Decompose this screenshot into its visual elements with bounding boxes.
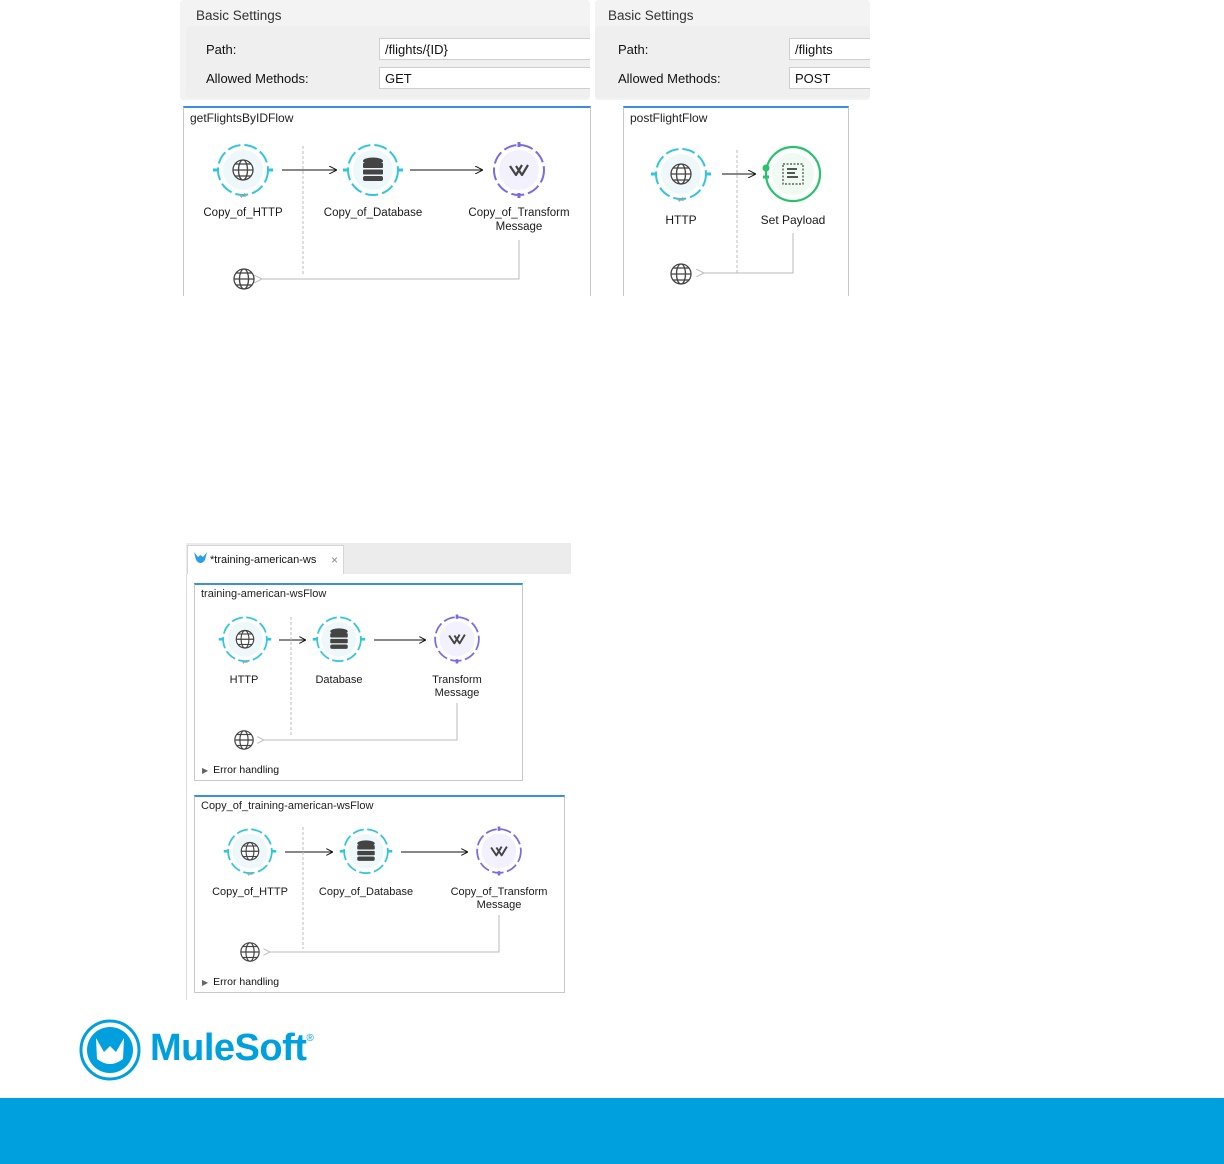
database-node[interactable]: [311, 616, 367, 666]
expand-triangle-icon: ▶: [202, 766, 209, 775]
svg-text:⇌: ⇌: [242, 657, 248, 666]
transform-node-label-line2: Message: [495, 221, 543, 233]
close-icon[interactable]: ×: [330, 553, 338, 567]
globe-icon: [233, 729, 255, 751]
svg-text:⇌: ⇌: [239, 191, 247, 200]
flow-copy-training-american-ws[interactable]: [194, 795, 565, 993]
globe-icon: [236, 631, 254, 649]
flow-title: training-american-wsFlow: [201, 588, 327, 600]
mulesoft-logo-icon: [79, 1019, 141, 1081]
http-node-label: Copy_of_HTTP: [203, 207, 283, 219]
globe-icon: [233, 160, 253, 180]
globe-icon: [239, 941, 261, 963]
transform-node-label: Copy_of_Transform: [450, 886, 548, 898]
allowed-methods-input[interactable]: GET: [379, 67, 590, 89]
path-input[interactable]: /flights/{ID}: [379, 38, 590, 60]
path-label: Path:: [206, 42, 237, 57]
transform-node-label: Transform: [432, 674, 482, 686]
set-payload-node-label: Set Payload: [760, 213, 826, 227]
http-node-label: Copy_of_HTTP: [212, 886, 288, 898]
http-listener-node[interactable]: [649, 148, 713, 204]
path-input[interactable]: /flights: [789, 38, 870, 60]
set-payload-node[interactable]: [757, 144, 825, 204]
http-node-label: HTTP: [665, 213, 697, 227]
mule-icon: [193, 551, 208, 566]
svg-text:⇌: ⇌: [247, 869, 253, 878]
database-node-label: Copy_of_Database: [323, 207, 423, 219]
flow-title: postFlightFlow: [630, 111, 708, 125]
flow-training-american-ws[interactable]: [194, 583, 523, 781]
http-node-label: HTTP: [229, 674, 259, 686]
settings-title: Basic Settings: [196, 8, 282, 23]
http-listener-node[interactable]: [211, 144, 275, 200]
transform-node-label-line2: Message: [434, 687, 480, 699]
editor-tab[interactable]: [187, 545, 344, 574]
database-node-label: Database: [315, 674, 363, 686]
expand-triangle-icon: ▶: [202, 978, 209, 987]
flow-post-flight[interactable]: [623, 106, 849, 296]
path-label: Path:: [618, 42, 649, 57]
settings-title: Basic Settings: [608, 8, 694, 23]
error-handling-label: Error handling: [213, 764, 280, 776]
allowed-methods-label: Allowed Methods:: [206, 71, 309, 86]
flow-title: getFlightsByIDFlow: [190, 111, 294, 125]
allowed-methods-label: Allowed Methods:: [618, 71, 721, 86]
editor-left-border: [186, 574, 187, 1000]
transform-message-node[interactable]: [487, 140, 551, 200]
transform-message-node[interactable]: [429, 612, 485, 666]
mulesoft-wordmark: [150, 1027, 313, 1070]
error-handling-label: Error handling: [213, 976, 280, 988]
brand-name: MuleSoft: [150, 1027, 307, 1069]
error-handling-toggle[interactable]: [202, 976, 279, 988]
footer-bar: [0, 1098, 1224, 1164]
globe-icon: [669, 262, 693, 286]
transform-message-node[interactable]: [471, 824, 527, 878]
globe-icon: [671, 164, 691, 184]
flow-get-flights-by-id[interactable]: [183, 106, 591, 296]
allowed-methods-input[interactable]: POST: [789, 67, 870, 89]
database-node-label: Copy_of_Database: [318, 886, 414, 898]
flow-title: Copy_of_training-american-wsFlow: [201, 800, 374, 812]
svg-text:⇌: ⇌: [677, 195, 685, 204]
settings-panel-post: [595, 0, 870, 100]
trademark-symbol: ®: [306, 1033, 314, 1044]
http-listener-node[interactable]: [222, 828, 278, 878]
error-handling-toggle[interactable]: [202, 764, 279, 776]
transform-node-label-line2: Message: [476, 899, 522, 911]
transform-node-label: Copy_of_Transform: [468, 207, 570, 219]
database-node[interactable]: [341, 144, 405, 200]
globe-icon: [232, 267, 256, 291]
http-listener-node[interactable]: [217, 616, 273, 666]
settings-panel-get: [180, 0, 590, 100]
database-node[interactable]: [338, 828, 394, 878]
globe-icon: [241, 843, 259, 861]
editor-tab-label: *training-american-ws: [210, 554, 317, 566]
